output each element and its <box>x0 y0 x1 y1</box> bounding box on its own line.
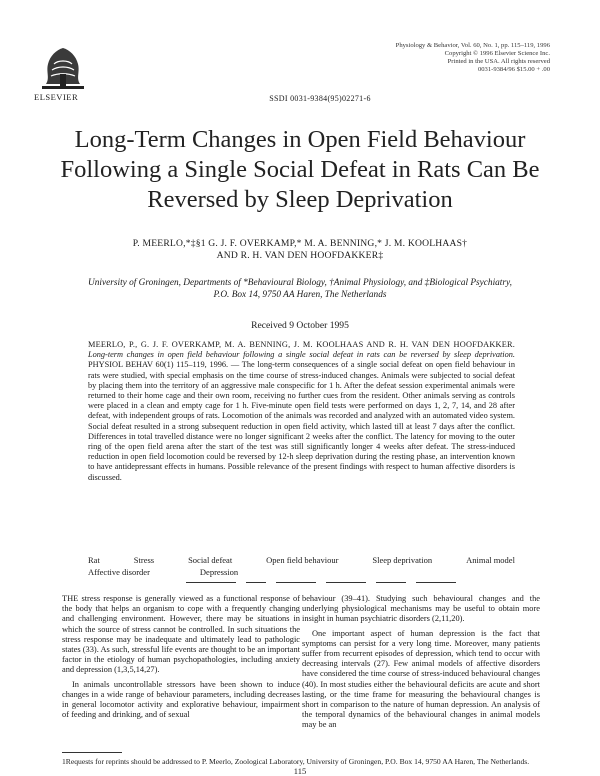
affiliation-line: University of Groningen, Departments of *Behavioural Biology, †Animal Physiology, and ‡Biological Psychiatry, <box>88 278 512 288</box>
journal-citation <box>330 42 550 74</box>
footnote: 1Requests for reprints should be addressed to P. Meerlo, Zoological Laboratory, University of Groningen, P.O. Box 14, 9750 AA Haren, The Netherlands. <box>62 757 530 766</box>
citation-line: Physiology & Behavior, Vol. 60, No. 1, pp. 115–119, 1996 <box>395 42 550 49</box>
keyword-rule <box>416 582 456 583</box>
affiliation <box>50 278 550 301</box>
elsevier-logo <box>36 44 90 92</box>
keyword: Open field behaviour <box>266 555 339 565</box>
keyword: Affective disorder <box>88 567 150 577</box>
title-line: Long-Term Changes in Open Field Behaviour <box>74 126 526 153</box>
citation-line: Copyright © 1996 Elsevier Science Inc. <box>444 50 550 57</box>
keyword-rule <box>186 582 236 583</box>
abstract-citation: PHYSIOL BEHAV 60(1) 115–119, 1996. <box>88 360 231 370</box>
body-paragraph: One important aspect of human depression is the fact that symptoms can persist for a very long time. Moreover, many patients suffer from recurrent episodes of depression, which tend to occur with decreasing intervals (27). Few animal models of affective disorders have considered the time course of stress-induced behavioural changes (40). In most studies either the behavioural deficits are acute and short lasting, or the time frame for measuring the behavioural changes is short in comparison to the nature of human depression. An analysis of the temporal dynamics of the behavioural changes in animal models may be an <box>302 628 540 730</box>
body-column-left <box>62 594 300 724</box>
paper-title <box>40 125 560 215</box>
abstract-body: — The long-term consequences of a single social defeat on open field behaviour in rats were studied, with special emphasis on the time course of stress-induced changes. Animals were subjected to social defeat by placing them into the territory of an aggressive male conspecific for 1 h. After the defeat session experimental animals were returned to their home cage and their own room, receiving no further cues from the resident. Other animals serving as controls were placed in a clean and empty cage for 1 h. Five-minute open field tests were performed on days 1, 2, 7, 14, and 28 after defeat, with independent groups of rats. Locomotion of the animals was recorded and analyzed with an automated video system. Social defeat resulted in a strong subsequent reduction in open field activity, which lasted till at least 7 days after the conflict. Differences in total travelled distance were no longer significant 2 weeks after the conflict. The latency for moving to the outer ring of the open field arena after the start of the test was still significantly longer 4 weeks after defeat. The stress-induced reduction in open field locomotion could be reversed by 12-h sleep deprivation during the resting phase, an intervention known to have antidepressant effects in humans. Possible relevance of the present findings with respect to human affective disorders is discussed. <box>88 360 516 482</box>
keyword-rule <box>376 582 406 583</box>
citation-line: Printed in the USA. All rights reserved <box>447 58 550 65</box>
authors-line: P. MEERLO,*‡§1 G. J. F. OVERKAMP,* M. A. BENNING,* J. M. KOOLHAAS† <box>132 238 468 249</box>
body-paragraph: THE stress response is generally viewed as a functional response of the body that helps an organism to cope with a frequently changing and challenging environment. However, there may be situations in which the source of stress cannot be controlled. In such situations the stress response may be inadequate and ultimately lead to pathologic states (33). As such, stressful life events are thought to be an important factor in the etiology of human psychopathologies, including anxiety and depression (1,3,5,14,27). <box>62 594 300 675</box>
page-number: 115 <box>293 766 307 776</box>
keyword: Sleep deprivation <box>372 555 433 565</box>
body-column-right <box>302 594 540 735</box>
title-line: Reversed by Sleep Deprivation <box>147 186 453 213</box>
body-paragraph: In animals uncontrollable stressors have been shown to induce changes in a wide range of behaviour parameters, including decreases in general locomotor activity and explorative behaviour, impairment of feeding and drinking, and of sexual <box>62 679 300 720</box>
authors-line: AND R. H. VAN DEN HOOFDAKKER‡ <box>216 250 384 261</box>
received-date: Received 9 October 1995 <box>251 320 349 331</box>
ssdi-code: SSDI 0031-9384(95)02271-6 <box>269 94 371 103</box>
abstract-authors: MEERLO, P., G. J. F. OVERKAMP, M. A. BENNING, J. M. KOOLHAAS AND R. H. VAN DEN HOOFDAKKER. <box>88 340 515 349</box>
title-line: Following a Single Social Defeat in Rats Can Be <box>60 156 540 183</box>
keyword: Stress <box>133 555 155 565</box>
keyword-rule <box>246 582 266 583</box>
keyword: Animal model <box>466 555 515 565</box>
body-paragraph: behaviour (39–41). Studying such behavioural changes and the underlying physiological mechanisms may be useful to obtain more insight in human psychiatric disorders (2,11,20). <box>302 594 540 624</box>
keyword: Social defeat <box>188 555 233 565</box>
keywords <box>88 554 515 578</box>
abstract-title: Long-term changes in open field behaviour following a single social defeat in rats can be reversed by sleep deprivation. <box>88 350 515 360</box>
abstract <box>88 340 515 483</box>
citation-line: 0031-9384/96 $15.00 + .00 <box>477 66 550 73</box>
author-list <box>60 238 540 262</box>
publisher-name: ELSEVIER <box>34 92 79 102</box>
keyword-rule <box>326 582 366 583</box>
footnote-rule <box>62 752 122 753</box>
keyword: Depression <box>199 567 239 577</box>
keyword: Rat <box>88 555 100 565</box>
keyword-rule <box>276 582 316 583</box>
affiliation-line: P.O. Box 14, 9750 AA Haren, The Netherlands <box>213 289 387 300</box>
